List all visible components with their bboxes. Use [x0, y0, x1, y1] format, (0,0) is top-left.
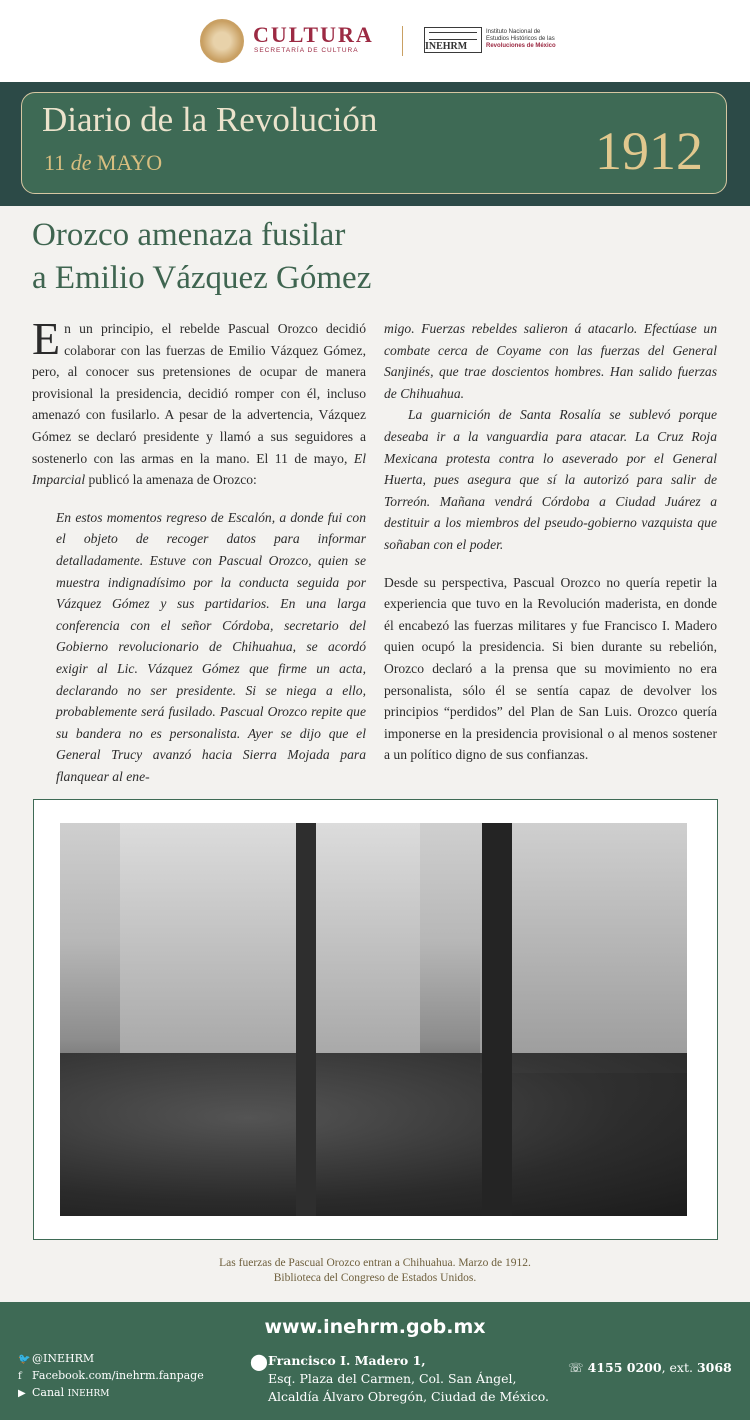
quote-continuation: migo. Fuerzas rebeldes salieron á atacarlo. Efectúase un combate cerca de Coyame con las fuerzas del General Sanjinés, que trae doscientos hombres. Han salido fuerzas de Chihuahua.: [384, 321, 717, 401]
closing-paragraph: Desde su perspectiva, Pascual Orozco no quería repetir la experiencia que tuvo en la Revolución maderista, en donde él encabezó las fuerzas militares y fue Francisco I. Madero quien ocupó la presidencia. Si bien durante su rebelión, Orozco declaró a la prensa que su movimiento no era personalista, sólo él se sentía capaz de devolver los principios “perdidos” del Plan de San Luis. Orozco quería imponerse en la presidencia provisional o al menos sostener a un político digno de sus confianzas.: [384, 574, 717, 763]
top-logo-bar: [0, 0, 750, 82]
logo-divider: [402, 26, 403, 56]
phone-contact[interactable]: ☏ 4155 0200, ext. 3068: [568, 1360, 732, 1375]
facebook-icon: f: [18, 1371, 22, 1382]
article-headline: Orozco amenaza fusilar a Emilio Vázquez Gómez: [32, 217, 372, 296]
inehrm-logo: INEHRM: [425, 41, 468, 52]
cultura-logo: CULTURA: [253, 22, 374, 47]
facebook-link[interactable]: f Facebook.com/inehrm.fanpage: [18, 1369, 204, 1382]
address: Francisco I. Madero 1, Esq. Plaza del Carmen, Col. San Ángel, Alcaldía Álvaro Obregón, Ciudad de México.: [268, 1353, 549, 1404]
secretaria-label: SECRETARÍA DE CULTURA: [254, 47, 359, 54]
website-link[interactable]: www.inehrm.gob.mx: [264, 1316, 486, 1338]
historic-photo: [60, 823, 687, 1216]
article-column-left: [32, 313, 366, 787]
issue-date: 11 de MAYO: [44, 150, 163, 175]
youtube-link[interactable]: ▶ Canal INEHRM: [18, 1386, 110, 1399]
crowd-horsemen: [60, 1053, 687, 1216]
drop-cap: E: [32, 313, 61, 364]
location-pin-icon: ⬤: [250, 1352, 268, 1371]
building-left: [120, 823, 420, 1053]
phone-icon: ☏: [568, 1360, 584, 1375]
youtube-icon: ▶: [18, 1388, 26, 1399]
utility-pole: [482, 823, 512, 1216]
photo-caption: Las fuerzas de Pascual Orozco entran a Chihuahua. Marzo de 1912. Biblioteca del Congreso de Estados Unidos.: [219, 1257, 531, 1284]
utility-pole: [296, 823, 316, 1216]
inehrm-fullname: Instituto Nacional de Estudios Históricos de las Revoluciones de México: [486, 29, 556, 49]
twitter-icon: 🐦: [18, 1354, 31, 1365]
article-column-right: [384, 318, 717, 766]
seal-icon: [200, 19, 244, 63]
quote-paragraph-2: La guarnición de Santa Rosalía se sublevó porque deseaba ir a la vanguardia para atacar. La Cruz Roja Mexicana protesta contra lo aseverado por el General Huerta, pues asegura que sí la autorizó para salir de Torreón. Mañana vendrá Córdoba a Ciudad Juárez a destituir a los miembros del pseudo-gobierno vazquista que soñaban con el poder.: [384, 407, 717, 552]
intro-paragraph: En un principio, el rebelde Pascual Orozco decidió colaborar con las fuerzas de Emilio Vázquez Gómez, pero, al conocer sus pretensiones de ocupar de manera provisional la presidencia, decidió romper con él, incluso amenazó con fusilarlo. A pesar de la advertencia, Vázquez Gómez se declaró presidente y llamó a sus seguidores a sostenerlo con las armas en la mano. El 11 de mayo, El Imparcial publicó la amenaza de Orozco:: [32, 313, 366, 488]
issue-year: 1912: [595, 121, 703, 181]
quote-paragraph: En estos momentos regreso de Escalón, a donde fui con el objeto de recoger datos para informar detalladamente. Estuve con Pascual Orozco, quien se muestra indignadísimo por la conducta seguida por Vázquez Gómez y sus partidarios. En una larga conferencia con el señor Córdoba, secretario del Gobierno revolucionario de Chihuahua, se acordó exigir al Lic. Vázquez Gómez que firme un acta, declarando no ser presidente. Si se niega a ello, probablemente será fusilado. Pascual Orozco repite que su bandera no es personalista. Ayer se dijo que el General Trucy avanzó hacia Sierra Mojada para flanquear al ene-: [56, 509, 366, 784]
twitter-link[interactable]: 🐦 @INEHRM: [18, 1352, 95, 1365]
page-title: Diario de la Revolución: [42, 100, 378, 139]
